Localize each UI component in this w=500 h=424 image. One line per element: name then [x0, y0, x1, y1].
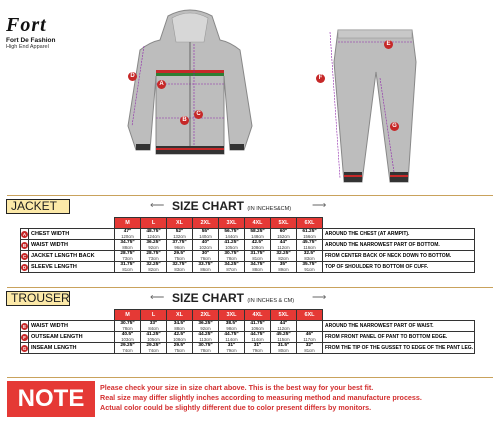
- point-jacket-b: B: [180, 116, 189, 125]
- size-header: 3XL: [219, 310, 245, 321]
- value-cm: 108cm: [251, 245, 264, 250]
- jacket-measure-row: [21, 229, 475, 240]
- value-inches: 44.25": [198, 332, 213, 337]
- size-value-cell: [245, 229, 271, 240]
- value-cm: 105cm: [225, 245, 238, 250]
- size-value-cell: [167, 343, 193, 354]
- size-value-cell: [297, 229, 323, 240]
- jacket-measure-row: [21, 240, 475, 251]
- size-value-cell: [219, 251, 245, 262]
- value-cm: 114cm: [225, 337, 238, 342]
- blank-cell: [29, 218, 115, 229]
- row-point-letter: B: [22, 242, 27, 248]
- size-value-cell: [219, 343, 245, 354]
- jacket-chart-title-text: SIZE CHART: [172, 199, 244, 213]
- size-value-cell: [245, 343, 271, 354]
- size-value-cell: [115, 321, 141, 332]
- value-inches: 34.75": [120, 240, 135, 245]
- blank-cell: [323, 310, 475, 321]
- jacket-measure-row: [21, 251, 475, 262]
- trouser-chart-title-units: (IN INCHES & CM): [247, 298, 295, 304]
- size-value-cell: [141, 332, 167, 343]
- blank-cell: [323, 218, 475, 229]
- row-point-letter: G: [22, 345, 27, 351]
- trouser-measure-row: [21, 343, 475, 354]
- trouser-chart-title-text: SIZE CHART: [172, 291, 244, 305]
- size-header: M: [115, 310, 141, 321]
- measure-description: AROUND THE CHEST (AT ARMPIT).: [323, 229, 475, 240]
- size-header: 4XL: [245, 218, 271, 229]
- jacket-illustration: [120, 6, 260, 162]
- value-inches: 29.25": [146, 343, 161, 348]
- point-trouser-g: G: [390, 122, 399, 131]
- row-point-letter: E: [22, 323, 26, 329]
- size-header: XL: [167, 218, 193, 229]
- value-inches: 28.75": [120, 251, 135, 256]
- size-value-cell: [115, 240, 141, 251]
- size-value-cell: [245, 321, 271, 332]
- value-cm: 102cm: [199, 245, 212, 250]
- trouser-divider-top: [7, 287, 493, 288]
- value-inches: 31": [253, 343, 262, 348]
- trouser-tag: TROUSER: [6, 291, 70, 306]
- value-inches: 29.5": [173, 251, 186, 256]
- value-inches: 45.75": [302, 240, 317, 245]
- size-value-cell: [115, 262, 141, 273]
- value-cm: 74cm: [148, 348, 159, 353]
- size-value-cell: [141, 251, 167, 262]
- arrow-right-icon: ⟶: [312, 292, 327, 303]
- value-inches: 30.75": [120, 321, 135, 326]
- jacket-size-header-row: [21, 218, 475, 229]
- value-cm: 78cm: [200, 348, 211, 353]
- measure-description: FROM FRONT PANEL OF PANT TO BOTTOM EDGE.: [323, 332, 475, 343]
- point-jacket-d: D: [128, 72, 137, 81]
- value-inches: 28.75": [146, 251, 161, 256]
- value-inches: 44.75": [250, 332, 265, 337]
- value-cm: 83cm: [304, 256, 315, 261]
- size-value-cell: [193, 240, 219, 251]
- brand-tagline: High End Apparel: [6, 44, 49, 50]
- value-inches: 32.5": [303, 251, 316, 256]
- size-value-cell: [167, 262, 193, 273]
- row-point-letter: D: [22, 264, 27, 270]
- row-point-marker: [21, 262, 29, 273]
- size-value-cell: [297, 321, 323, 332]
- value-cm: 120cm: [121, 234, 134, 239]
- value-cm: 81cm: [252, 256, 263, 261]
- size-value-cell: [167, 240, 193, 251]
- value-cm: 82cm: [148, 267, 159, 272]
- size-value-cell: [297, 262, 323, 273]
- row-point-letter: C: [22, 253, 27, 259]
- size-value-cell: [141, 343, 167, 354]
- value-inches: 61.25": [302, 229, 317, 234]
- jacket-measure-row: [21, 262, 475, 273]
- size-value-cell: [115, 343, 141, 354]
- value-cm: 112cm: [277, 245, 290, 250]
- value-cm: 82cm: [278, 256, 289, 261]
- size-header: XL: [167, 310, 193, 321]
- value-cm: 103cm: [121, 337, 134, 342]
- value-inches: 37.75": [172, 240, 187, 245]
- value-cm: 106cm: [251, 326, 264, 331]
- value-inches: 33": [149, 321, 158, 326]
- value-cm: 116cm: [303, 245, 316, 250]
- brand-name: Fort De Fashion: [6, 37, 56, 44]
- note-line: Real size may differ slightly inches according to measuring method and manufacture process.: [100, 393, 422, 402]
- measure-description: FROM THE TIP OF THE GUSSET TO EDGE OF THE PANT LEG.: [323, 343, 475, 354]
- point-trouser-f: F: [316, 74, 325, 83]
- value-inches: 31.75": [120, 262, 135, 267]
- row-point-marker: [21, 251, 29, 262]
- value-cm: 98cm: [226, 326, 237, 331]
- size-header: 2XL: [193, 218, 219, 229]
- row-point-marker: [21, 321, 29, 332]
- size-value-cell: [167, 229, 193, 240]
- arrow-left-icon: ⟵: [150, 200, 165, 211]
- measure-description: AROUND THE NARROWEST PART OF WAIST.: [323, 321, 475, 332]
- value-inches: 44": [279, 321, 288, 326]
- size-value-cell: [219, 229, 245, 240]
- value-cm: 89cm: [278, 267, 289, 272]
- size-header: 4XL: [245, 310, 271, 321]
- value-inches: 34.25": [224, 262, 239, 267]
- value-cm: 148cm: [251, 234, 264, 239]
- point-jacket-c: C: [194, 110, 203, 119]
- value-cm: 76cm: [200, 256, 211, 261]
- size-header: 5XL: [271, 218, 297, 229]
- value-cm: 117cm: [303, 337, 316, 342]
- trouser-size-header-row: [21, 310, 475, 321]
- value-inches: 30.75": [198, 343, 213, 348]
- size-value-cell: [193, 343, 219, 354]
- point-jacket-a: A: [157, 80, 166, 89]
- value-inches: 34.5": [173, 321, 186, 326]
- value-cm: 152cm: [277, 234, 290, 239]
- value-cm: 113cm: [199, 337, 212, 342]
- value-inches: 55": [201, 229, 210, 234]
- jacket-size-table: [20, 217, 475, 273]
- note-badge: NOTE: [7, 381, 95, 417]
- value-cm: 108cm: [173, 337, 186, 342]
- value-cm: 78cm: [122, 326, 133, 331]
- size-value-cell: [245, 240, 271, 251]
- value-cm: 112cm: [277, 326, 290, 331]
- value-cm: 88cm: [252, 267, 263, 272]
- value-cm: 114cm: [251, 337, 264, 342]
- measure-description: AROUND THE NARROWEST PART OF BOTTOM.: [323, 240, 475, 251]
- size-value-cell: [115, 251, 141, 262]
- value-inches: 41.25": [224, 240, 239, 245]
- value-cm: 79cm: [226, 348, 237, 353]
- value-cm: 84cm: [148, 326, 159, 331]
- value-cm: 124cm: [147, 234, 160, 239]
- size-value-cell: [219, 262, 245, 273]
- value-cm: 74cm: [122, 348, 133, 353]
- value-inches: 60": [279, 229, 288, 234]
- value-inches: 42.5": [251, 240, 264, 245]
- measure-label: CHEST WIDTH: [29, 229, 115, 240]
- arrow-right-icon: ⟶: [312, 200, 327, 211]
- row-point-marker: [21, 240, 29, 251]
- value-inches: 44": [279, 240, 288, 245]
- size-value-cell: [167, 321, 193, 332]
- size-value-cell: [297, 240, 323, 251]
- brand-mark: Fort: [6, 14, 47, 36]
- size-value-cell: [167, 251, 193, 262]
- value-inches: 30": [201, 251, 210, 256]
- jacket-chart-title: [172, 199, 291, 213]
- note-text: [100, 383, 495, 413]
- size-value-cell: [115, 229, 141, 240]
- value-inches: 31": [227, 343, 236, 348]
- measure-label: SLEEVE LENGTH: [29, 262, 115, 273]
- measure-description: TOP OF SHOULDER TO BOTTOM OF CUFF.: [323, 262, 475, 273]
- row-point-letter: A: [22, 231, 27, 237]
- size-value-cell: [271, 343, 297, 354]
- size-value-cell: [245, 251, 271, 262]
- value-inches: 29.5": [173, 343, 186, 348]
- value-inches: 32.25": [146, 262, 161, 267]
- value-cm: 75cm: [174, 348, 185, 353]
- size-header: 6XL: [297, 310, 323, 321]
- trouser-measure-row: [21, 332, 475, 343]
- value-inches: 56.75": [224, 229, 239, 234]
- value-inches: 33.75": [198, 262, 213, 267]
- value-inches: 32": [305, 343, 314, 348]
- size-value-cell: [245, 262, 271, 273]
- value-cm: 91cm: [304, 267, 315, 272]
- value-inches: 34.75": [250, 262, 265, 267]
- jacket-chart-title-units: (IN INCHES&CM): [247, 206, 292, 212]
- arrow-left-icon: ⟵: [150, 292, 165, 303]
- value-inches: 36.25": [146, 240, 161, 245]
- size-value-cell: [219, 321, 245, 332]
- trouser-measure-row: [21, 321, 475, 332]
- value-inches: 58.25": [250, 229, 265, 234]
- trouser-size-table: [20, 309, 475, 354]
- value-cm: 78cm: [226, 256, 237, 261]
- value-cm: 79cm: [252, 348, 263, 353]
- value-cm: 88cm: [122, 245, 133, 250]
- measure-description: FROM CENTER BACK OF NECK DOWN TO BOTTOM.: [323, 251, 475, 262]
- value-inches: 46": [305, 332, 314, 337]
- row-point-marker: [21, 229, 29, 240]
- size-value-cell: [141, 321, 167, 332]
- brand-logo: [6, 14, 76, 50]
- size-value-cell: [271, 321, 297, 332]
- size-value-cell: [297, 343, 323, 354]
- value-inches: 41.75": [250, 321, 265, 326]
- jacket-tag: JACKET: [6, 199, 70, 214]
- value-cm: 80cm: [278, 348, 289, 353]
- trouser-illustration: [300, 22, 450, 190]
- value-cm: 92cm: [200, 326, 211, 331]
- value-cm: 144cm: [225, 234, 238, 239]
- measure-label: INSEAM LENGTH: [29, 343, 115, 354]
- value-inches: 52": [175, 229, 184, 234]
- value-inches: 45.25": [276, 332, 291, 337]
- value-inches: 36.25": [198, 321, 213, 326]
- value-cm: 86cm: [200, 267, 211, 272]
- value-cm: 132cm: [173, 234, 186, 239]
- value-cm: 140cm: [199, 234, 212, 239]
- value-inches: 30.75": [224, 251, 239, 256]
- row-point-marker: [21, 343, 29, 354]
- measure-label: JACKET LENGTH BACK: [29, 251, 115, 262]
- value-cm: 88cm: [174, 326, 185, 331]
- value-cm: 81cm: [122, 267, 133, 272]
- size-value-cell: [193, 229, 219, 240]
- measure-label: OUTSEAM LENGTH: [29, 332, 115, 343]
- value-inches: 32.75": [172, 262, 187, 267]
- size-header: 6XL: [297, 218, 323, 229]
- measure-label: WAIST WIDTH: [29, 321, 115, 332]
- size-value-cell: [141, 240, 167, 251]
- size-value-cell: [141, 229, 167, 240]
- value-cm: 92cm: [148, 245, 159, 250]
- row-point-marker: [21, 332, 29, 343]
- note-divider-top: [7, 377, 493, 378]
- value-inches: 44.75": [224, 332, 239, 337]
- blank-cell: [29, 310, 115, 321]
- jacket-divider-top: [7, 195, 493, 196]
- blank-cell: [21, 218, 29, 229]
- value-inches: 40.5": [121, 332, 134, 337]
- size-value-cell: [193, 321, 219, 332]
- size-header: 3XL: [219, 218, 245, 229]
- size-header: 2XL: [193, 310, 219, 321]
- value-inches: 38.5": [225, 321, 238, 326]
- value-inches: 40": [201, 240, 210, 245]
- value-cm: 83cm: [174, 267, 185, 272]
- value-cm: 87cm: [226, 267, 237, 272]
- size-value-cell: [115, 332, 141, 343]
- size-value-cell: [271, 240, 297, 251]
- value-inches: 48.75": [146, 229, 161, 234]
- size-value-cell: [271, 229, 297, 240]
- value-inches: 35": [279, 262, 288, 267]
- trouser-chart-title: [172, 291, 294, 305]
- value-inches: 47": [123, 229, 132, 234]
- value-cm: 81cm: [304, 348, 315, 353]
- value-inches: 42.5": [173, 332, 186, 337]
- size-value-cell: [297, 251, 323, 262]
- value-cm: 73cm: [148, 256, 159, 261]
- value-cm: 115cm: [277, 337, 290, 342]
- size-header: M: [115, 218, 141, 229]
- value-cm: 75cm: [174, 256, 185, 261]
- size-value-cell: [297, 332, 323, 343]
- blank-cell: [21, 310, 29, 321]
- size-value-cell: [141, 262, 167, 273]
- note-line: Actual color could be slightly different due to color present differs by monitors.: [100, 403, 372, 412]
- size-header: 5XL: [271, 310, 297, 321]
- size-value-cell: [193, 251, 219, 262]
- value-cm: 96cm: [174, 245, 185, 250]
- row-point-letter: F: [21, 334, 28, 341]
- size-value-cell: [271, 251, 297, 262]
- size-value-cell: [193, 262, 219, 273]
- note-line: Please check your size in size chart above. This is the best way for your best fit.: [100, 383, 374, 392]
- size-value-cell: [245, 332, 271, 343]
- value-cm: 105cm: [147, 337, 160, 342]
- size-value-cell: [167, 332, 193, 343]
- size-value-cell: [271, 262, 297, 273]
- size-header: L: [141, 310, 167, 321]
- size-header: L: [141, 218, 167, 229]
- measure-label: WAIST WIDTH: [29, 240, 115, 251]
- value-cm: 156cm: [303, 234, 316, 239]
- size-value-cell: [219, 332, 245, 343]
- value-inches: 41.25": [146, 332, 161, 337]
- value-inches: 32.25": [276, 251, 291, 256]
- point-trouser-e: E: [384, 40, 393, 49]
- size-value-cell: [271, 332, 297, 343]
- size-value-cell: [219, 240, 245, 251]
- value-inches: 31.75": [250, 251, 265, 256]
- size-value-cell: [193, 332, 219, 343]
- value-inches: 35.75": [302, 262, 317, 267]
- value-inches: 29.25": [120, 343, 135, 348]
- value-cm: 73cm: [122, 256, 133, 261]
- value-inches: 31.5": [277, 343, 290, 348]
